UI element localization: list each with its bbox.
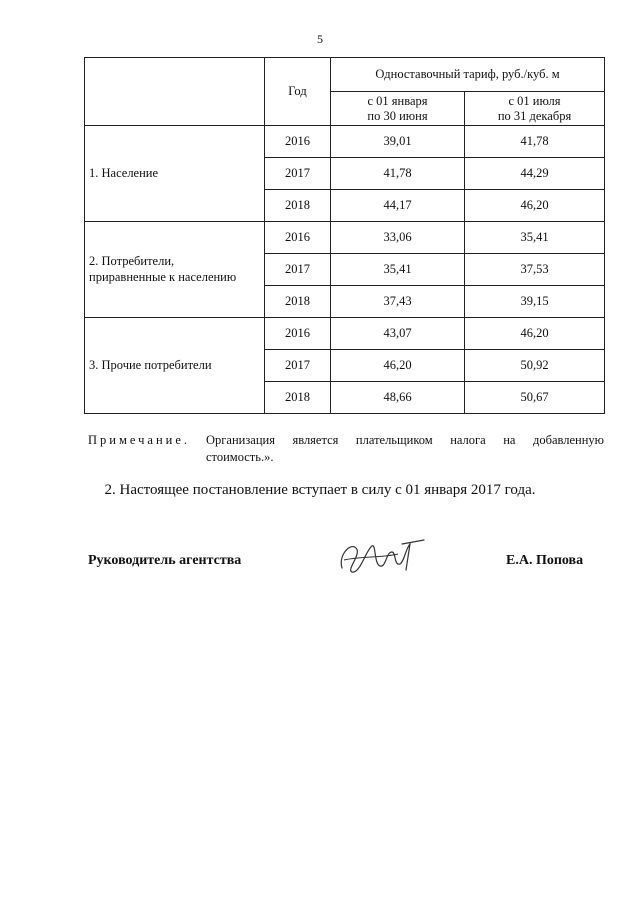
- signer-name: Е.А. Попова: [506, 553, 584, 568]
- tariff-h1-cell: 37,43: [331, 286, 465, 318]
- tariff-table: [84, 57, 605, 414]
- category-other-consumers: 3. Прочие потребители: [85, 318, 265, 414]
- note-block: [88, 432, 604, 466]
- year-cell: 2018: [265, 286, 331, 318]
- signer-title: Руководитель агентства: [88, 553, 242, 568]
- year-cell: 2017: [265, 158, 331, 190]
- header-year: Год: [265, 58, 331, 126]
- header-period-1: [331, 92, 465, 126]
- year-cell: 2017: [265, 254, 331, 286]
- category-line-2: приравненные к населению: [89, 269, 237, 284]
- tariff-h2-cell: 35,41: [465, 222, 605, 254]
- year-cell: 2017: [265, 350, 331, 382]
- header-period-2-line-1: с 01 июля: [508, 94, 561, 109]
- tariff-h2-cell: 50,92: [465, 350, 605, 382]
- tariff-h2-cell: 46,20: [465, 190, 605, 222]
- tariff-h1-cell: 44,17: [331, 190, 465, 222]
- tariff-h2-cell: 37,53: [465, 254, 605, 286]
- tariff-h1-cell: 46,20: [331, 350, 465, 382]
- note-label: Примечание.: [88, 433, 191, 447]
- tariff-h2-cell: 50,67: [465, 382, 605, 414]
- handwritten-signature-icon: [332, 530, 432, 580]
- tariff-h1-cell: 43,07: [331, 318, 465, 350]
- tariff-h2-cell: 46,20: [465, 318, 605, 350]
- header-period-2: [465, 92, 605, 126]
- tariff-h1-cell: 35,41: [331, 254, 465, 286]
- tariff-h2-cell: 41,78: [465, 126, 605, 158]
- year-cell: 2016: [265, 126, 331, 158]
- header-period-2-line-2: по 31 декабря: [497, 108, 572, 123]
- tariff-h2-cell: 44,29: [465, 158, 605, 190]
- year-cell: 2016: [265, 318, 331, 350]
- note-text-line-2: стоимость.».: [206, 449, 274, 464]
- table-row: [85, 318, 605, 350]
- table-row: [85, 222, 605, 254]
- header-tariff: Одноставочный тариф, руб./куб. м: [331, 58, 605, 92]
- tariff-h1-cell: 41,78: [331, 158, 465, 190]
- header-empty-cell: [85, 58, 265, 126]
- category-equated-consumers: [85, 222, 265, 318]
- year-cell: 2016: [265, 222, 331, 254]
- effective-date-clause: 2. Настоящее постановление вступает в силу с 01 января 2017 года.: [104, 482, 536, 498]
- page-number: 5: [317, 32, 323, 46]
- tariff-h2-cell: 39,15: [465, 286, 605, 318]
- tariff-h1-cell: 48,66: [331, 382, 465, 414]
- header-period-1-line-1: с 01 января: [367, 94, 428, 109]
- year-cell: 2018: [265, 190, 331, 222]
- tariff-h1-cell: 39,01: [331, 126, 465, 158]
- year-cell: 2018: [265, 382, 331, 414]
- note-text-line-1: Организация является плательщиком налога на добавленную: [206, 433, 604, 447]
- header-period-1-line-2: по 30 июня: [367, 108, 428, 123]
- category-population: 1. Население: [85, 126, 265, 222]
- table-row: [85, 126, 605, 158]
- category-line-1: 2. Потребители,: [89, 253, 175, 268]
- tariff-h1-cell: 33,06: [331, 222, 465, 254]
